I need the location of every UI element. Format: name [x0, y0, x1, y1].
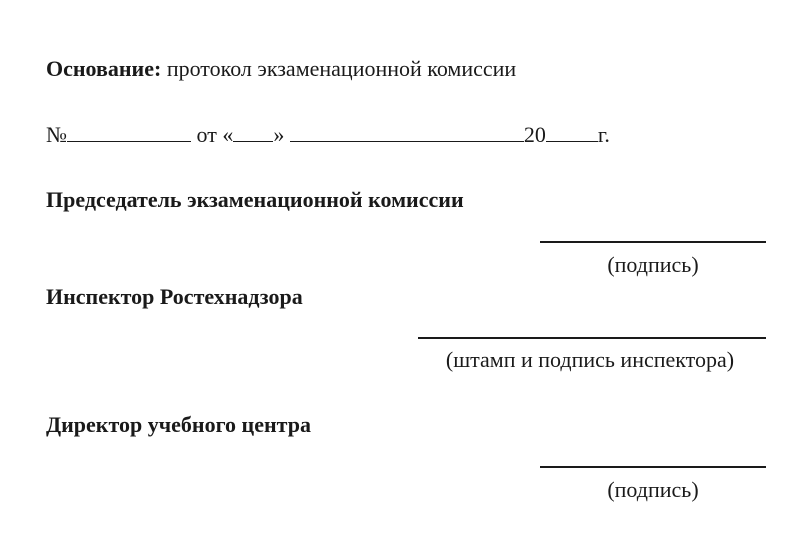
basis-label: Основание:: [46, 56, 162, 81]
chairman-signature-line: [540, 241, 766, 243]
year-suffix: г.: [597, 122, 610, 147]
chairman-signature-caption: (подпись): [607, 252, 699, 277]
quote-open: «: [222, 122, 234, 147]
year-blank: [546, 123, 598, 142]
from-word: от: [196, 122, 217, 147]
director-title: Директор учебного центра: [46, 412, 311, 437]
day-blank: [233, 123, 273, 142]
number-sign: №: [46, 122, 67, 147]
quote-close: »: [273, 122, 285, 147]
year-prefix: 20: [523, 122, 546, 147]
month-blank: [290, 123, 524, 142]
inspector-signature-caption: (штамп и подпись инспектора): [445, 347, 735, 372]
basis-text: протокол экзаменационной комиссии: [166, 56, 517, 81]
basis-line: [46, 56, 516, 82]
inspector-title: Инспектор Ростехнадзора: [46, 284, 303, 309]
inspector-signature-line: [418, 337, 766, 339]
director-signature-line: [540, 466, 766, 468]
chairman-title: Председатель экзаменационной комиссии: [46, 187, 464, 212]
protocol-ref-line: [46, 122, 610, 148]
director-signature-caption: (подпись): [607, 477, 699, 502]
protocol-number-blank: [67, 123, 191, 142]
